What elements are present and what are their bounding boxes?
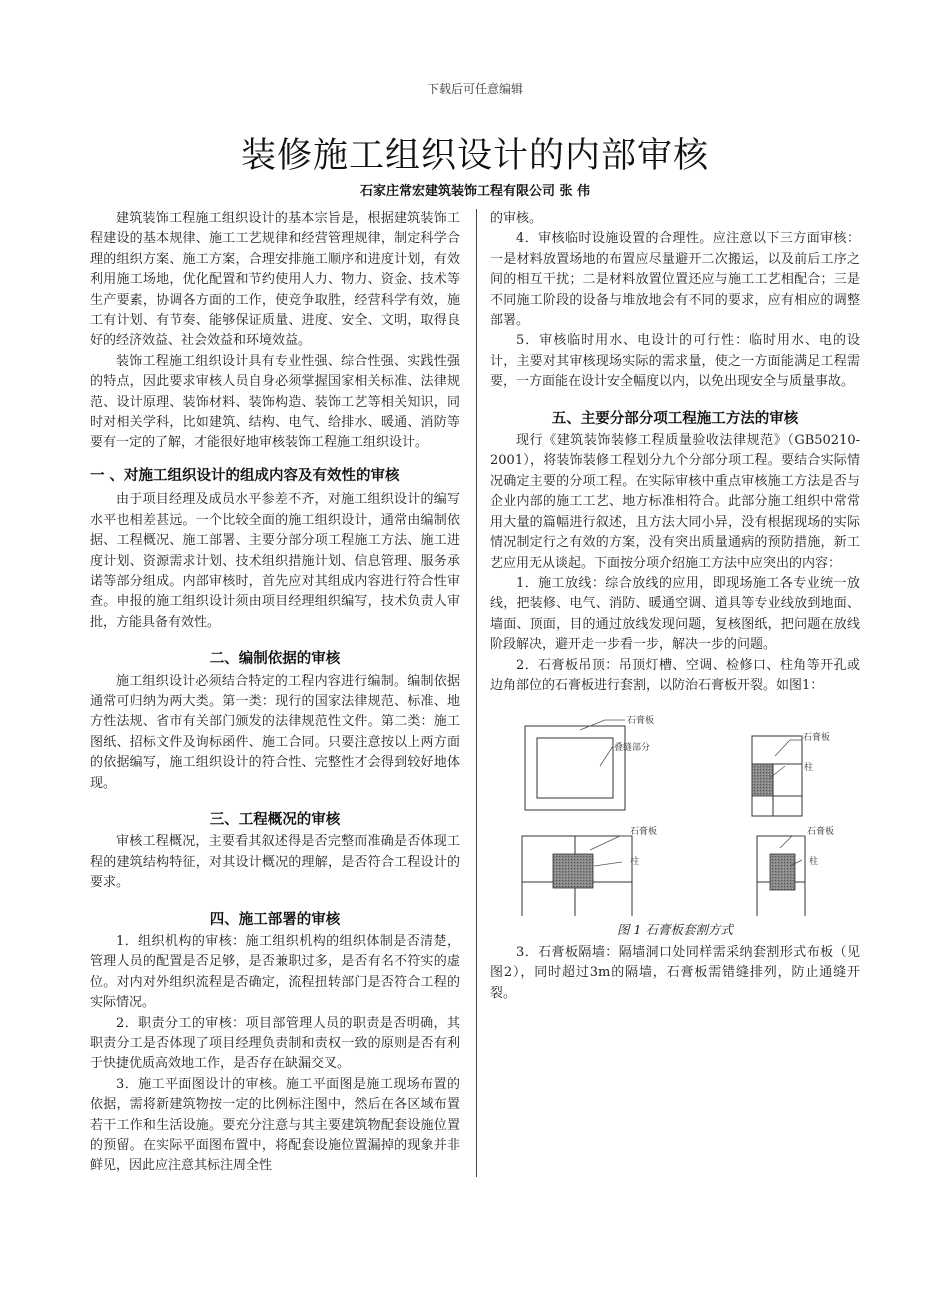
label-gypsum-board: 石膏板 xyxy=(630,827,658,838)
body-paragraph: 由于项目经理及成员水平参差不齐，对施工组织设计的编写水平也相差甚远。一个比较全面的施工组织设计，通常由编制依据、工程概况、施工部署、主要分部分项工程施工方法、施工进度计划、资源需求计划、技术组织措施计划、信息管理、服务承诺等部分组成。内部审核时，首先应对其组成内容进行符合性审查。申报的施工组织设计须由项目经理组织编写，技术负责人审批，方能具备有效性。 xyxy=(90,492,460,630)
diagram-panel-top-left xyxy=(525,714,654,810)
list-item: 1．施工放线：综合放线的应用，即现场施工各专业统一放线，把装修、电气、消防、暖通空调、道具等专业线放到地面、墙面、顶面，目的通过放线发现问题，复核图纸，把问题在放线阶段解决，避开走一步看一步，解决一步的问题。 xyxy=(490,575,860,653)
list-item: 2．石膏板吊顶：吊顶灯槽、空调、检修口、柱角等开孔或边角部位的石膏板进行套割，以防治石膏板开裂。如图1： xyxy=(490,657,860,693)
continuation-text: 的审核。 xyxy=(490,211,543,226)
list-item: 1．组织机构的审核：施工组织机构的组织体制是否清楚，管理人员的配置是否足够，是否兼职过多，是否有名不符实的虚位。对内对外组织流程是否确定，流程扭转部门是否符合工程的实际情况。 xyxy=(90,934,460,1011)
intro-paragraph: 建筑装饰工程施工组织设计的基本宗旨是，根据建筑装饰工程建设的基本规律、施工工艺规律和经营管理规律，制定科学合理的组织方案、施工方案，合理安排施工顺序和进度计划，有效利用施工场地，优化配置和节约使用人力、物力、资金、技术等生产要素，协调各方面的工作，使竞争取胜，经营科学有效，施工有计划、有节奏、能够保证质量、进度、安全、文明，取得良好的经济效益、社会效益和环境效益。 xyxy=(90,211,460,349)
label-column: 柱 xyxy=(804,763,814,774)
right-column xyxy=(490,209,860,1004)
label-column: 柱 xyxy=(630,857,640,868)
author-byline: 石家庄常宏建筑装饰工程有限公司 张 伟 xyxy=(359,184,591,199)
figure-caption: 图 1 石膏板套割方式 xyxy=(617,922,733,938)
body-paragraph: 现行《建筑装饰装修工程质量验收法律规范》（GB50210-2001），将装饰装修工程划分九个分部分项工程。要结合实际情况确定主要的分项工程。在实际审核中重点审核施工方法是否与企业内部的施工工艺、地方标准相符合。此部分施工组织中常常用大量的篇幅进行叙述，且方法大同小异，没有根据现场的实际情况制定行之有效的方案，没有突出质量通病的预防措施，新工艺应用无从谈起。下面按分项介绍施工方法中应突出的内容： xyxy=(490,433,860,571)
list-item: 5．审核临时用水、电设计的可行性：临时用水、电的设计，主要对其审核现场实际的需求量，使之一方面能满足工程需要，一方面能在设计安全幅度以内，以免出现安全与质量事故。 xyxy=(490,333,860,390)
body-paragraph: 审核工程概况，主要看其叙述得是否完整而准确是否体现工程的建筑结构特征，对其设计概况的理解，是否符合工程设计的要求。 xyxy=(90,834,460,891)
list-item: 4．审核临时设施设置的合理性。应注意以下三方面审核：一是材料放置场地的布置应尽量避开二次搬运，以及前后工序之间的相互干扰；二是材料放置位置还应与施工工艺相配合；三是不同施工阶段的设备与堆放地会有不同的要求，应有相应的调整部署。 xyxy=(490,231,860,329)
figure-1 xyxy=(490,706,860,916)
top-note: 下载后可任意编辑 xyxy=(426,82,523,96)
section-heading: 四、施工部署的审核 xyxy=(209,911,341,928)
page-title: 装修施工组织设计的内部审核 xyxy=(240,136,709,176)
column-divider xyxy=(476,209,477,1177)
label-gypsum-board: 石膏板 xyxy=(807,827,835,838)
diagram-panel-bottom-right xyxy=(757,825,834,916)
list-item: 3．石膏板隔墙：隔墙洞口处同样需采纳套割形式布板（见图2），同时超过3m的隔墙，石膏板需错缝排列，防止通缝开裂。 xyxy=(490,944,860,1001)
section-heading: 五、主要分部分项工程施工方法的审核 xyxy=(551,410,799,427)
list-item: 3．施工平面图设计的审核。施工平面图是施工现场布置的依据，需将新建筑物按一定的比例标注图中，然后在各区域布置若干工作和生活设施。要充分注意与其主要建筑物配套设施位置的预留。在实际平面图布置中，将配套设施位置漏掉的现象并非鲜见，因此应注意其标注周全性 xyxy=(90,1076,460,1174)
diagram-panel-bottom-left xyxy=(522,825,657,916)
label-gypsum-board: 石膏板 xyxy=(627,716,655,727)
label-column: 柱 xyxy=(809,857,819,868)
intro-paragraph: 装饰工程施工组织设计具有专业性强、综合性强、实践性强的特点，因此要求审核人员自身必须掌握国家相关标准、法律规范、设计原理、装饰材料、装饰构造、装饰工艺等相关知识，同时对相关学科，比如建筑、结构、电气、给排水、暖通、消防等要有一定的了解，才能很好地审核装饰工程施工组织设计。 xyxy=(90,353,460,451)
section-heading: 一 、对施工组织设计的组成内容及有效性的审核 xyxy=(90,467,400,484)
diagram-panel-top-right xyxy=(752,731,830,816)
section-heading: 二、编制依据的审核 xyxy=(209,651,341,668)
body-paragraph: 施工组织设计必须结合特定的工程内容进行编制。编制依据通常可归纳为两大类。第一类：现行的国家法律规范、标准、地方性法规、省市有关部门颁发的法律规范性文件。第二类：施工图纸、招标文件及询标函件、施工合同。只要注意按以上两方面的依据编写，施工组织设计的符合性、完整性才会得到较好地体现。 xyxy=(90,673,460,791)
left-column xyxy=(90,209,460,1177)
list-item: 2．职责分工的审核：项目部管理人员的职责是否明确，其职责分工是否体现了项目经理负责制和责权一致的原则是否有利于快捷优质高效地工作，是否存在缺漏交叉。 xyxy=(90,1015,460,1072)
gypsum-board-diagram xyxy=(490,706,860,916)
label-gypsum-board: 石膏板 xyxy=(803,733,831,744)
label-overlap-part: 叠缝部分 xyxy=(614,743,651,754)
section-heading: 三、工程概况的审核 xyxy=(209,811,341,828)
